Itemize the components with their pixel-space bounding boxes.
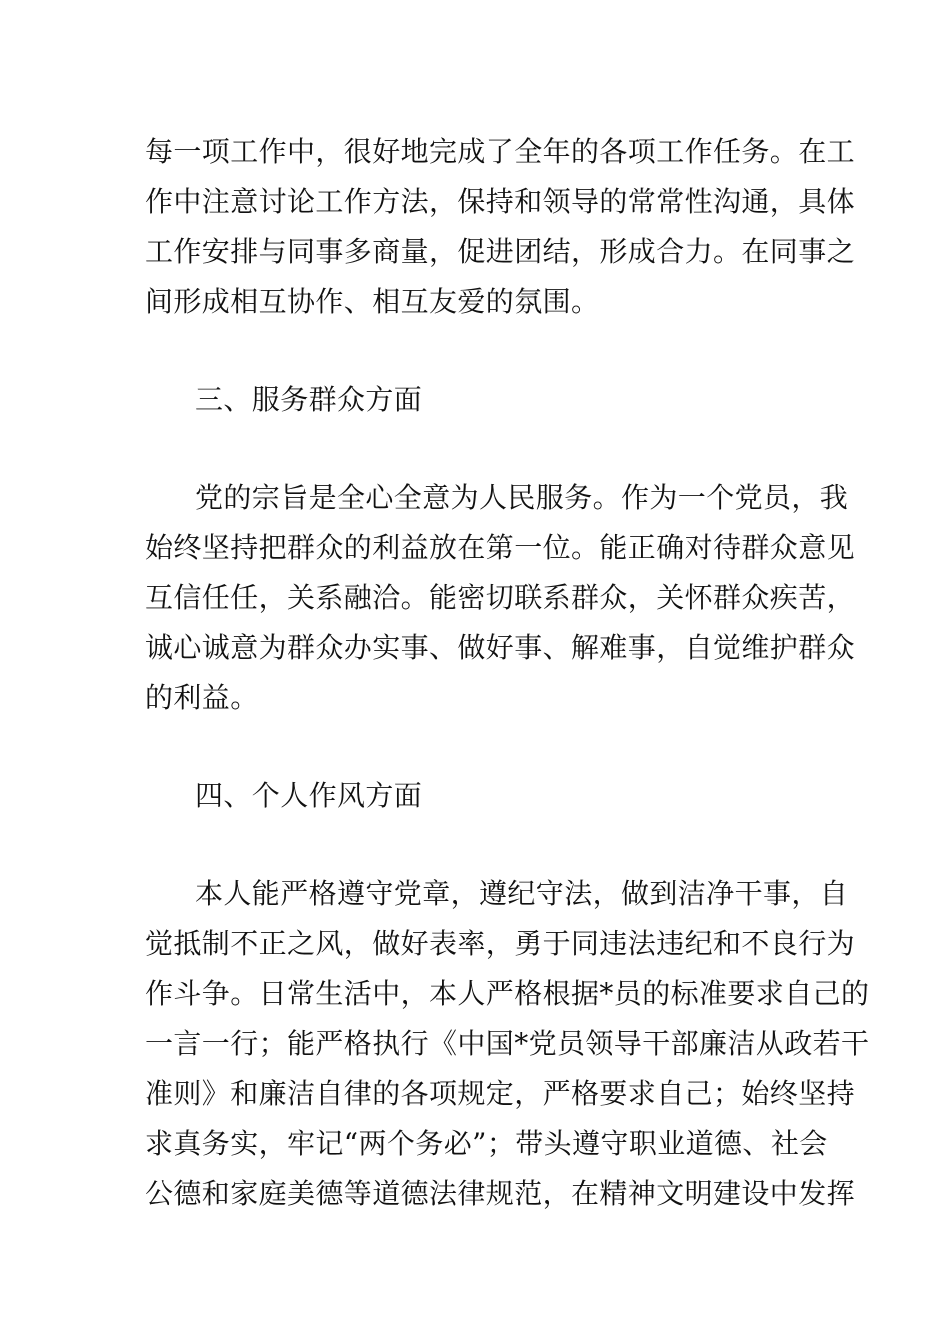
paragraph-line: 本人能严格遵守党章，遵纪守法，做到洁净干事，自 — [195, 877, 849, 910]
paragraph-line: 党的宗旨是全心全意为人民服务。作为一个党员，我 — [195, 481, 849, 514]
section-heading-serving-masses: 三、服务群众方面 — [195, 383, 423, 416]
paragraph-line: 每一项工作中，很好地完成了全年的各项工作任务。在工 — [145, 135, 856, 168]
section-heading-personal-conduct: 四、个人作风方面 — [195, 779, 423, 812]
paragraph-line: 工作安排与同事多商量，促进团结，形成合力。在同事之 — [145, 235, 856, 268]
paragraph-line: 的利益。 — [145, 681, 259, 714]
paragraph-line: 觉抵制不正之风，做好表率，勇于同违法违纪和不良行为 — [145, 927, 856, 960]
paragraph-line: 始终坚持把群众的利益放在第一位。能正确对待群众意见 — [145, 531, 856, 564]
paragraph-line: 准则》和廉洁自律的各项规定，严格要求自己；始终坚持 — [145, 1077, 856, 1110]
paragraph-line: 诚心诚意为群众办实事、做好事、解难事，自觉维护群众 — [145, 631, 856, 664]
paragraph-line: 求真务实，牢记“两个务必”；带头遵守职业道德、社会 — [145, 1127, 828, 1160]
paragraph-line: 公德和家庭美德等道德法律规范，在精神文明建设中发挥 — [145, 1177, 856, 1210]
paragraph-line: 作中注意讨论工作方法，保持和领导的常常性沟通，具体 — [145, 185, 856, 218]
paragraph-line: 间形成相互协作、相互友爱的氛围。 — [145, 285, 600, 318]
paragraph-line: 作斗争。日常生活中，本人严格根据*员的标准要求自己的 — [145, 977, 870, 1010]
paragraph-line: 一言一行；能严格执行《中国*党员领导干部廉洁从政若干 — [145, 1027, 870, 1060]
paragraph-line: 互信任任，关系融洽。能密切联系群众，关怀群众疾苦， — [145, 581, 856, 614]
